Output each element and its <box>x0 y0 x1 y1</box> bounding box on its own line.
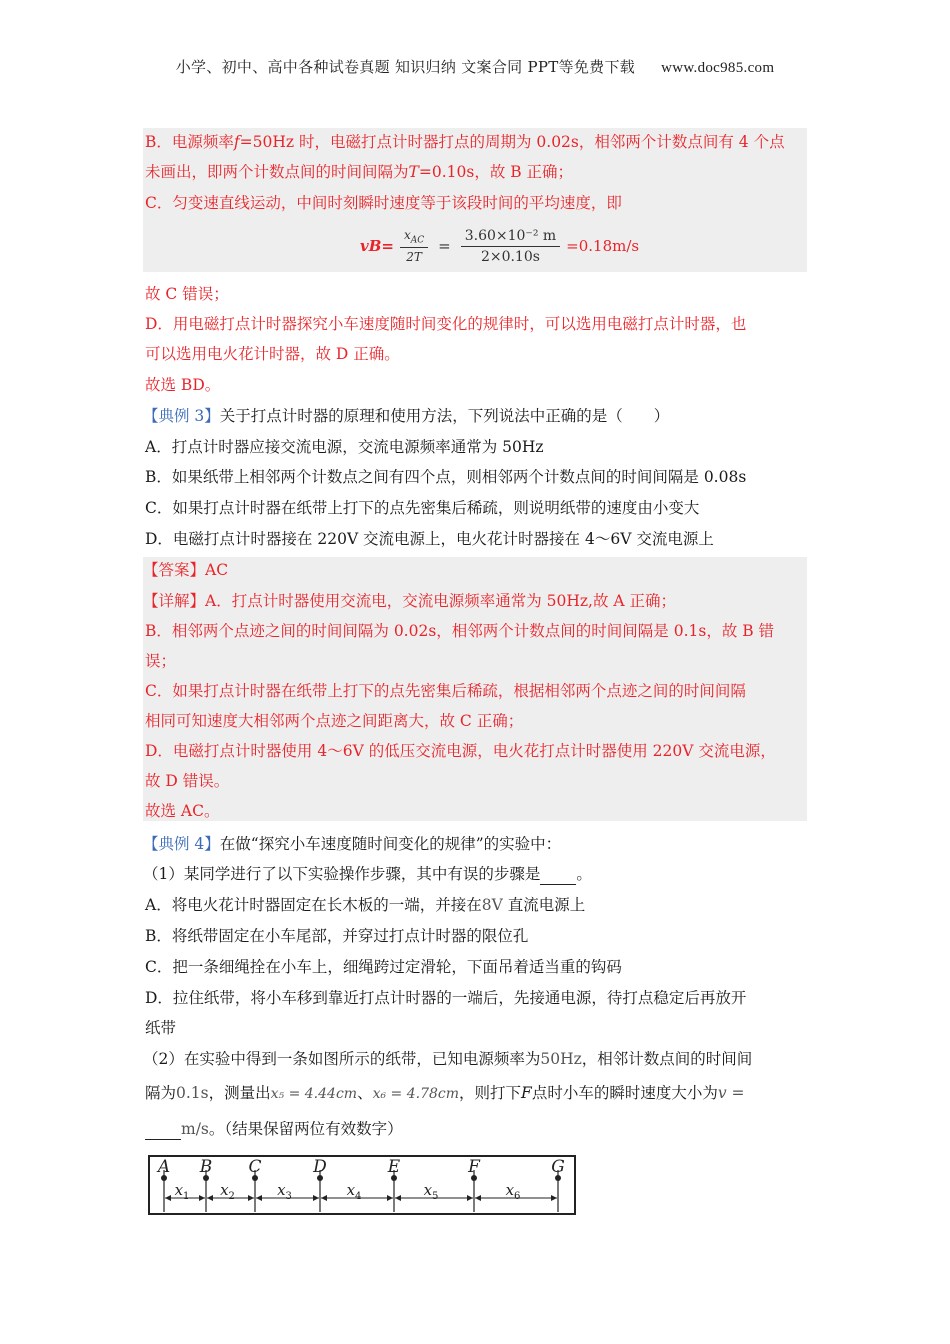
example3-detail-line4: C．如果打点计时器在纸带上打下的点先密集后稀疏，根据相邻两个点迹之间的时间间隔 <box>145 682 746 700</box>
tape-segment-label: $x_3$ <box>277 1181 292 1202</box>
tape-point-label: D <box>313 1157 327 1177</box>
tape-segment-label: $x_4$ <box>346 1181 362 1202</box>
formula-fraction-1: $\frac{x_{AC}}{2T}$ <box>400 228 428 264</box>
header-site[interactable]: www.doc985.com <box>661 60 775 76</box>
tape-arrowhead-right <box>313 1195 319 1201</box>
example3-option-a: A．打点计时器应接交流电源，交流电源频率通常为 50Hz <box>145 438 544 456</box>
example3-detail-line6: D．电磁打点计时器使用 4～6V 的低压交流电源，电火花打点计时器使用 220V 交流电源， <box>145 742 776 760</box>
tape-point-label: E <box>387 1157 401 1177</box>
tape-arrowhead-right <box>551 1195 557 1201</box>
example3-detail-line8: 故选 AC。 <box>145 802 220 820</box>
example3-detail-line5: 相同可知速度大相邻两个点迹之间距离大，故 C 正确； <box>145 712 524 730</box>
example4-question2-line2: 隔为0.1s，测量出x₅ = 4.44cm、x₆ = 4.78cm，则打下F点时小车的瞬时速度大小为v = <box>145 1084 745 1102</box>
example3-detail-line7: 故 D 错误。 <box>145 772 230 790</box>
solution-final-answer: 故选 BD。 <box>145 376 221 394</box>
tape-point-label: G <box>551 1157 565 1177</box>
example3-detail-line2: B．相邻两个点迹之间的时间间隔为 0.02s，相邻两个计数点间的时间间隔是 0.1s，故 B 错 <box>145 622 775 640</box>
tape-arrowhead-left <box>475 1195 481 1201</box>
tape-segment-label: $x_5$ <box>423 1181 439 1202</box>
example3-option-b: B．如果纸带上相邻两个计数点之间有四个点，则相邻两个计数点间的时间间隔是 0.08s <box>145 468 747 486</box>
example4-question1: （1）某同学进行了以下实验操作步骤，其中有误的步骤是 。 <box>143 865 592 883</box>
solution-b-line1: B．电源频率f=50Hz 时，电磁打点计时器打点的周期为 0.02s，相邻两个计数点间有 4 个点 <box>145 133 785 151</box>
tape-segment-label: $x_1$ <box>174 1181 190 1202</box>
tape-arrowhead-right <box>387 1195 393 1201</box>
tape-arrowhead-right <box>467 1195 473 1201</box>
tape-arrowhead-right <box>199 1195 205 1201</box>
example4-tag: 【典例 4】 <box>143 835 220 853</box>
example3-detail-line3: 误； <box>145 652 177 670</box>
tape-point-label: C <box>248 1157 262 1177</box>
formula-fraction-2: $\frac{\text{3.60×10⁻² m}}{2\times 0.10s}$ <box>461 228 560 265</box>
tape-arrowhead-left <box>321 1195 327 1201</box>
tape-arrowhead-right <box>248 1195 254 1201</box>
solution-c-conclusion: 故 C 错误； <box>145 285 229 303</box>
tape-segment-label: $x_2$ <box>220 1181 235 1202</box>
page-header <box>0 56 950 77</box>
tape-point-label: F <box>468 1157 480 1177</box>
answer-blank-1[interactable] <box>540 868 576 885</box>
example4-option-c: C．把一条细绳拴在小车上，细绳跨过定滑轮，下面吊着适当重的钩码 <box>145 958 622 976</box>
tape-point-label: B <box>199 1157 213 1177</box>
paper-tape-diagram <box>148 1152 576 1218</box>
solution-b-line2: 未画出，即两个计数点间的时间间隔为T=0.10s，故 B 正确； <box>145 163 574 181</box>
solution-d-line1: D．用电磁打点计时器探究小车速度随时间变化的规律时，可以选用电磁打点计时器，也 <box>145 315 747 333</box>
tape-point-label: A <box>157 1157 171 1177</box>
tape-arrowhead-left <box>165 1195 171 1201</box>
tape-segment-label: $x_6$ <box>505 1181 521 1202</box>
example4-option-d-line1: D．拉住纸带，将小车移到靠近打点计时器的一端后，先接通电源，待打点稳定后再放开 <box>145 989 747 1007</box>
example4-option-b: B．将纸带固定在小车尾部，并穿过打点计时器的限位孔 <box>145 927 529 945</box>
example4-intro: 【典例 4】在做“探究小车速度随时间变化的规律”的实验中： <box>143 835 562 853</box>
example3-tag: 【典例 3】 <box>143 407 220 425</box>
tape-arrowhead-left <box>256 1195 262 1201</box>
tape-arrowhead-left <box>395 1195 401 1201</box>
example3-detail-line1: 【详解】A．打点计时器使用交流电，交流电源频率通常为 50Hz,故 A 正确； <box>143 592 677 610</box>
example3-answer: 【答案】AC <box>143 561 229 579</box>
solution-c-line1: C．匀变速直线运动，中间时刻瞬时速度等于该段时间的平均速度，即 <box>145 194 622 212</box>
tape-arrowhead-left <box>207 1195 213 1201</box>
example4-option-a: A．将电火花计时器固定在长木板的一端，并接在8V 直流电源上 <box>145 896 586 914</box>
header-text: 小学、初中、高中各种试卷真题 知识归纳 文案合同 PPT等免费下载 <box>175 58 636 76</box>
example3-option-d: D．电磁打点计时器接在 220V 交流电源上，电火花计时器接在 4～6V 交流电源上 <box>145 530 714 548</box>
answer-blank-2[interactable] <box>145 1123 181 1140</box>
velocity-formula: vB= $\frac{x_{AC}}{2T}$ = $\frac{\text{3.60×10⁻² m}}{2\times 0.10s}$ =0.18m/s <box>360 227 640 265</box>
example4-question2-line1: （2）在实验中得到一条如图所示的纸带，已知电源频率为50Hz，相邻计数点间的时间间 <box>143 1050 753 1068</box>
example4-question2-line3: m/s。（结果保留两位有效数字） <box>145 1118 403 1140</box>
solution-d-line2: 可以选用电火花计时器，故 D 正确。 <box>145 345 400 363</box>
example3-option-c: C．如果打点计时器在纸带上打下的点先密集后稀疏，则说明纸带的速度由小变大 <box>145 499 700 517</box>
example3-question: 【典例 3】关于打点计时器的原理和使用方法，下列说法中正确的是（ ） <box>143 407 670 425</box>
example4-option-d-line2: 纸带 <box>145 1019 177 1037</box>
